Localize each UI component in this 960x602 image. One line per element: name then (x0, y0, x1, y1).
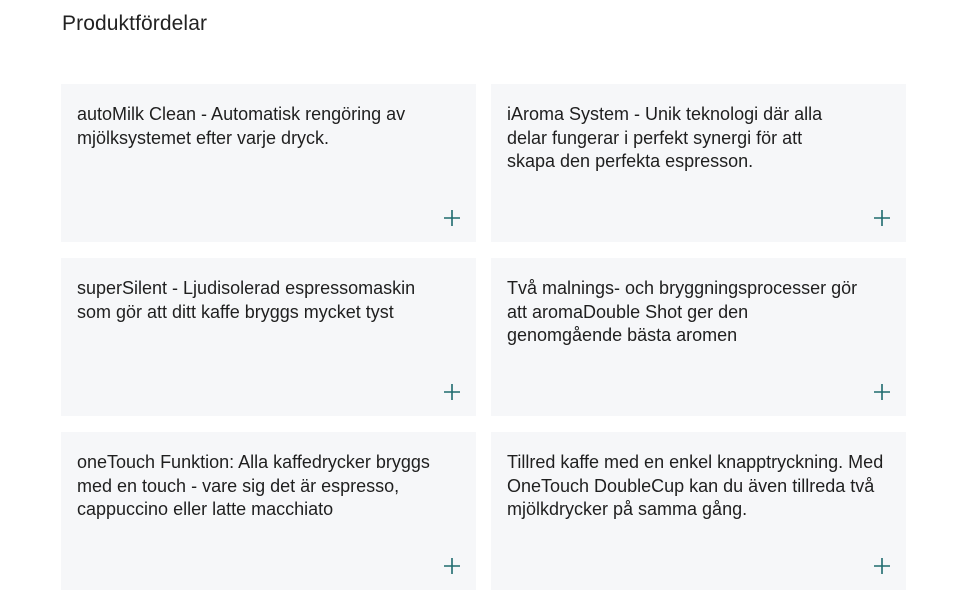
benefit-card-aromadouble[interactable] (491, 258, 906, 416)
expand-button[interactable] (872, 556, 892, 576)
plus-icon (872, 208, 892, 228)
benefit-card-iaroma[interactable] (491, 84, 906, 242)
expand-button[interactable] (442, 556, 462, 576)
expand-button[interactable] (872, 382, 892, 402)
benefit-card-text: superSilent - Ljudisolerad espressomaskin som gör att ditt kaffe bryggs mycket tyst (77, 278, 416, 322)
expand-button[interactable] (872, 208, 892, 228)
benefit-card-text: Två malnings- och bryggningsprocesser gör att aromaDouble Shot ger den genomgående bästa aromen (507, 278, 858, 345)
benefit-card-supersilent[interactable] (61, 258, 476, 416)
benefit-card-onetouch[interactable] (61, 432, 476, 590)
expand-button[interactable] (442, 208, 462, 228)
benefit-card-doublecup[interactable] (491, 432, 906, 590)
benefits-grid (61, 84, 906, 590)
benefit-card-text: autoMilk Clean - Automatisk rengöring av mjölksystemet efter varje dryck. (77, 104, 406, 148)
plus-icon (872, 556, 892, 576)
plus-icon (442, 382, 462, 402)
benefit-card-text: Tillred kaffe med en enkel knapptryckning. Med OneTouch DoubleCup kan du även tillreda två mjölkdrycker på samma gång. (507, 452, 884, 519)
benefit-card-text: oneTouch Funktion: Alla kaffedrycker bryggs med en touch - vare sig det är espresso, cappuccino eller latte macchiato (77, 452, 430, 519)
section-title: Produktfördelar (62, 12, 208, 35)
plus-icon (442, 208, 462, 228)
benefit-card-automilk[interactable] (61, 84, 476, 242)
plus-icon (872, 382, 892, 402)
benefit-card-text: iAroma System - Unik teknologi där alla delar fungerar i perfekt synergi för att skapa den perfekta espresson. (507, 104, 823, 171)
plus-icon (442, 556, 462, 576)
expand-button[interactable] (442, 382, 462, 402)
